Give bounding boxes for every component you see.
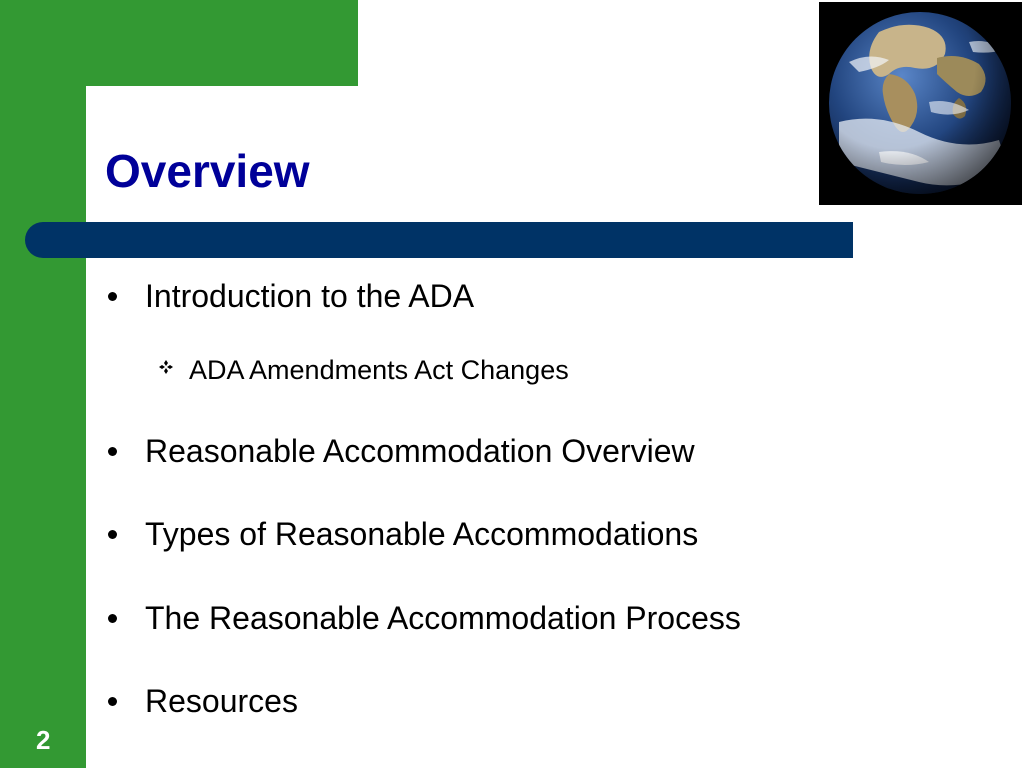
diamond-bullet-icon [159,360,173,374]
bullet-text: Reasonable Accommodation Overview [145,433,695,469]
bullet-item [145,598,741,638]
bullet-text: Types of Reasonable Accommodations [145,516,699,552]
bullet-dot-icon [108,697,117,706]
bullet-dot-icon [108,614,117,623]
bullet-text: Resources [145,683,298,719]
bullet-item [145,276,474,316]
page-number: 2 [36,725,51,755]
bullet-item [145,431,695,471]
bullet-text: The Reasonable Accommodation Process [145,600,741,636]
sub-bullet-text: ADA Amendments Act Changes [189,355,569,385]
bullet-dot-icon [108,447,117,456]
bullet-item [145,514,698,554]
bullet-dot-icon [108,530,117,539]
bullet-item [145,681,298,721]
sub-bullet-item [189,353,569,387]
bullet-dot-icon [108,292,117,301]
bullet-text: Introduction to the ADA [145,278,475,314]
slide-title: Overview [105,145,310,197]
